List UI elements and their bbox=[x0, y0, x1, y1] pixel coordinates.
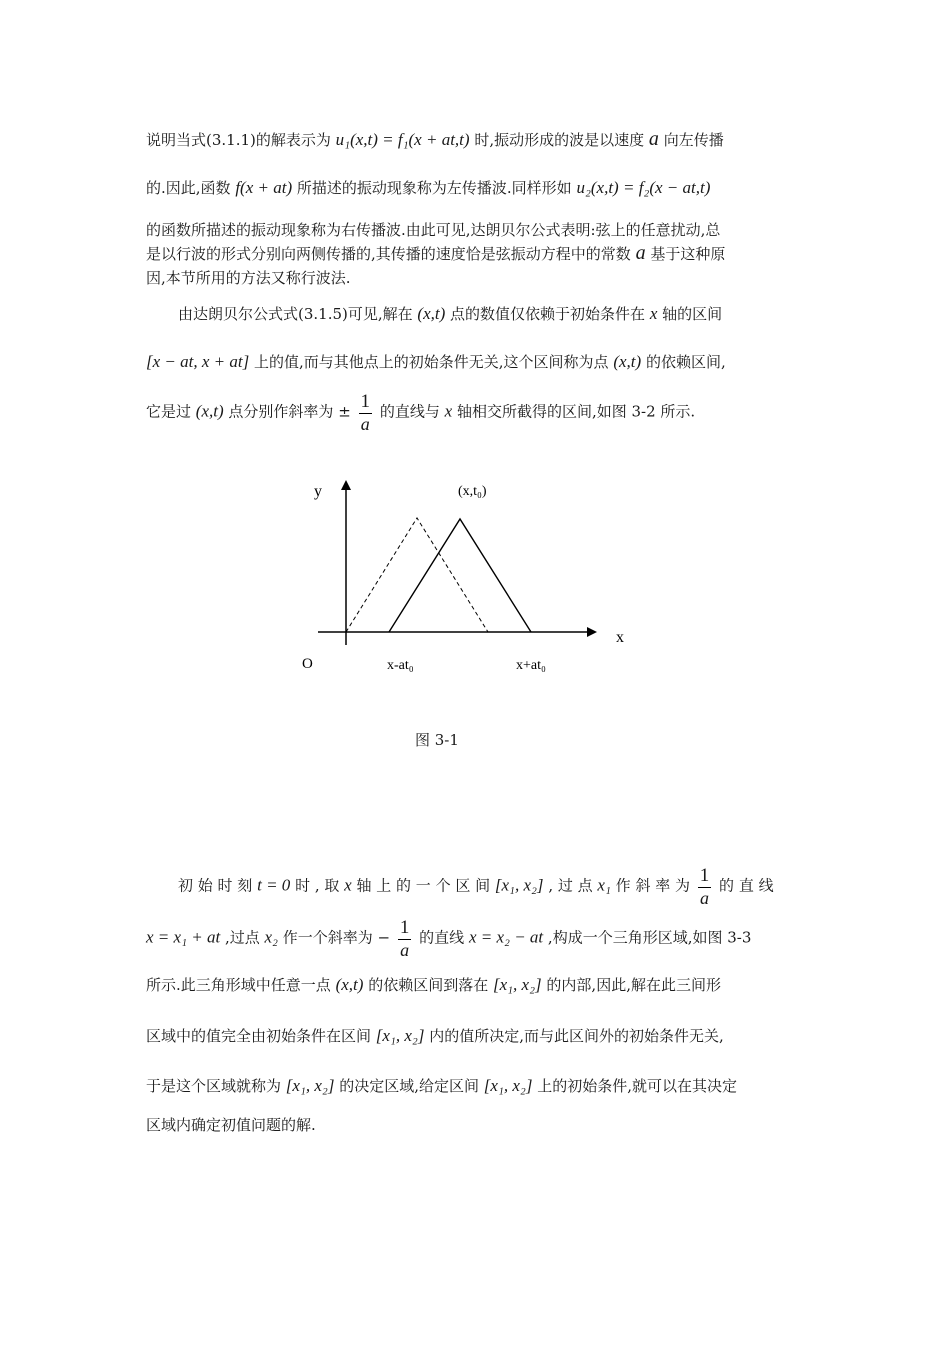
p1-line3: 的函数所描述的振动现象称为右传播波.由此可见,达朗贝尔公式表明:弦上的任意扰动,总 bbox=[146, 221, 721, 239]
text: 轴相交所截得的区间,如图 3-2 所示. bbox=[456, 402, 696, 421]
fraction-denominator: a bbox=[400, 940, 410, 960]
solid-triangle bbox=[389, 519, 531, 632]
dashed-triangle bbox=[346, 518, 488, 632]
math-interval: [x₁, x₂] bbox=[483, 1076, 533, 1095]
p1-line1 bbox=[146, 128, 724, 151]
fraction-1-over-a bbox=[398, 918, 412, 959]
math-line1: x = x₁ + at bbox=[146, 927, 221, 947]
fraction-denominator: a bbox=[360, 414, 370, 434]
text: 的内部,因此,解在此三间形 bbox=[546, 976, 721, 994]
fraction-numerator: 1 bbox=[399, 917, 410, 938]
x-axis-label: x bbox=[616, 629, 624, 646]
characteristic-triangle-figure bbox=[290, 470, 640, 690]
text: 的依赖区间, bbox=[645, 353, 726, 371]
p3-line1 bbox=[178, 866, 774, 907]
text: , 过 点 bbox=[548, 876, 593, 895]
text: 上的值,而与其他点上的初始条件无关,这个区间称为点 bbox=[254, 353, 609, 371]
text: 轴的区间 bbox=[662, 305, 723, 323]
math-interval: [x₁, x₂] bbox=[375, 1026, 425, 1045]
math-x: x bbox=[649, 304, 658, 323]
text: 说明当式(3.1.1)的解表示为 bbox=[146, 131, 331, 149]
text: 的决定区域,给定区间 bbox=[339, 1077, 480, 1095]
text: 所描述的振动现象称为左传播波.同样形如 bbox=[296, 179, 572, 197]
p1-line2 bbox=[146, 177, 710, 198]
math-x: x bbox=[344, 875, 352, 895]
text: ,构成一个三角形区域,如图 3-3 bbox=[547, 928, 752, 947]
fraction-numerator: 1 bbox=[360, 391, 371, 412]
p1-line4 bbox=[146, 242, 725, 265]
text: 区域中的值完全由初始条件在区间 bbox=[146, 1027, 372, 1045]
text: 的依赖区间到落在 bbox=[368, 976, 489, 994]
fraction-1-over-a bbox=[359, 392, 373, 433]
figure-caption: 图 3-1 bbox=[415, 731, 459, 749]
math-x1: x₁ bbox=[597, 875, 611, 895]
text: 作 斜 率 为 bbox=[615, 876, 690, 895]
p2-line2 bbox=[146, 351, 726, 372]
math-xt: (x,t) bbox=[613, 352, 642, 371]
text: 所示.此三角形域中任意一点 bbox=[146, 976, 331, 994]
text: 上的初始条件,就可以在其决定 bbox=[537, 1077, 738, 1095]
text: 于是这个区域就称为 bbox=[146, 1077, 282, 1095]
math-interval: [x₁, x₂] bbox=[492, 975, 542, 994]
text: 作一个斜率为 − bbox=[282, 928, 391, 947]
text: 它是过 bbox=[146, 402, 192, 421]
p3-line3 bbox=[146, 974, 721, 995]
p2-line1 bbox=[178, 303, 722, 324]
math-a: a bbox=[648, 128, 659, 150]
math-xt: (x,t) bbox=[417, 304, 446, 323]
text: 时,振动形成的波是以速度 bbox=[474, 131, 645, 149]
math-t0: t = 0 bbox=[257, 875, 291, 895]
math-line2: x = x₂ − at bbox=[468, 927, 544, 947]
math-x: x bbox=[444, 401, 453, 421]
math-a: a bbox=[635, 242, 646, 264]
text: 点的数值仅依赖于初始条件在 bbox=[450, 305, 646, 323]
math-f: f(x + at) bbox=[235, 178, 293, 197]
text: 轴 上 的 一 个 区 间 bbox=[356, 876, 491, 895]
p3-line5 bbox=[146, 1075, 737, 1096]
math-interval: [x − at, x + at] bbox=[146, 352, 250, 371]
p3-line6: 区域内确定初值问题的解. bbox=[146, 1116, 316, 1134]
fraction-numerator: 1 bbox=[699, 865, 710, 886]
text: 向左传播 bbox=[663, 131, 724, 149]
math-x2: x₂ bbox=[264, 927, 278, 947]
p3-line2 bbox=[146, 918, 751, 959]
text: 的.因此,函数 bbox=[146, 179, 231, 197]
text: 的直线 bbox=[419, 928, 465, 947]
text: 由达朗贝尔公式式(3.1.5)可见,解在 bbox=[178, 305, 413, 323]
math-xt: (x,t) bbox=[335, 975, 364, 994]
text: 的直线与 bbox=[379, 402, 440, 421]
text: 初 始 时 刻 bbox=[178, 876, 253, 895]
fraction-1-over-a bbox=[698, 866, 712, 907]
right-endpoint-label: x+at₀ bbox=[516, 658, 546, 673]
y-axis-label: y bbox=[314, 483, 322, 500]
math-interval: [x₁, x₂] bbox=[494, 875, 544, 895]
text: 的 直 线 bbox=[719, 876, 774, 895]
p2-line3 bbox=[146, 392, 695, 433]
text: 时 , 取 bbox=[295, 876, 340, 895]
text: 是以行波的形式分别向两侧传播的,其传播的速度恰是弦振动方程中的常数 bbox=[146, 245, 631, 263]
math-xt: (x,t) bbox=[195, 401, 224, 421]
text: 内的值所决定,而与此区间外的初始条件无关, bbox=[429, 1027, 724, 1045]
text: 基于这种原 bbox=[650, 245, 726, 263]
math-interval: [x₁, x₂] bbox=[285, 1076, 335, 1095]
p1-line5: 因,本节所用的方法又称行波法. bbox=[146, 269, 351, 287]
text: 点分别作斜率为 ± bbox=[228, 402, 351, 421]
p3-line4 bbox=[146, 1025, 724, 1046]
text: ,过点 bbox=[224, 928, 260, 947]
math-u2: u₂(x,t) = f₂(x − at,t) bbox=[576, 178, 711, 197]
apex-label: (x,t₀) bbox=[458, 484, 487, 499]
left-endpoint-label: x-at₀ bbox=[387, 658, 414, 673]
math-u1: u₁(x,t) = f₁(x + at,t) bbox=[335, 130, 470, 149]
origin-label: O bbox=[302, 656, 313, 672]
fraction-denominator: a bbox=[700, 888, 710, 908]
